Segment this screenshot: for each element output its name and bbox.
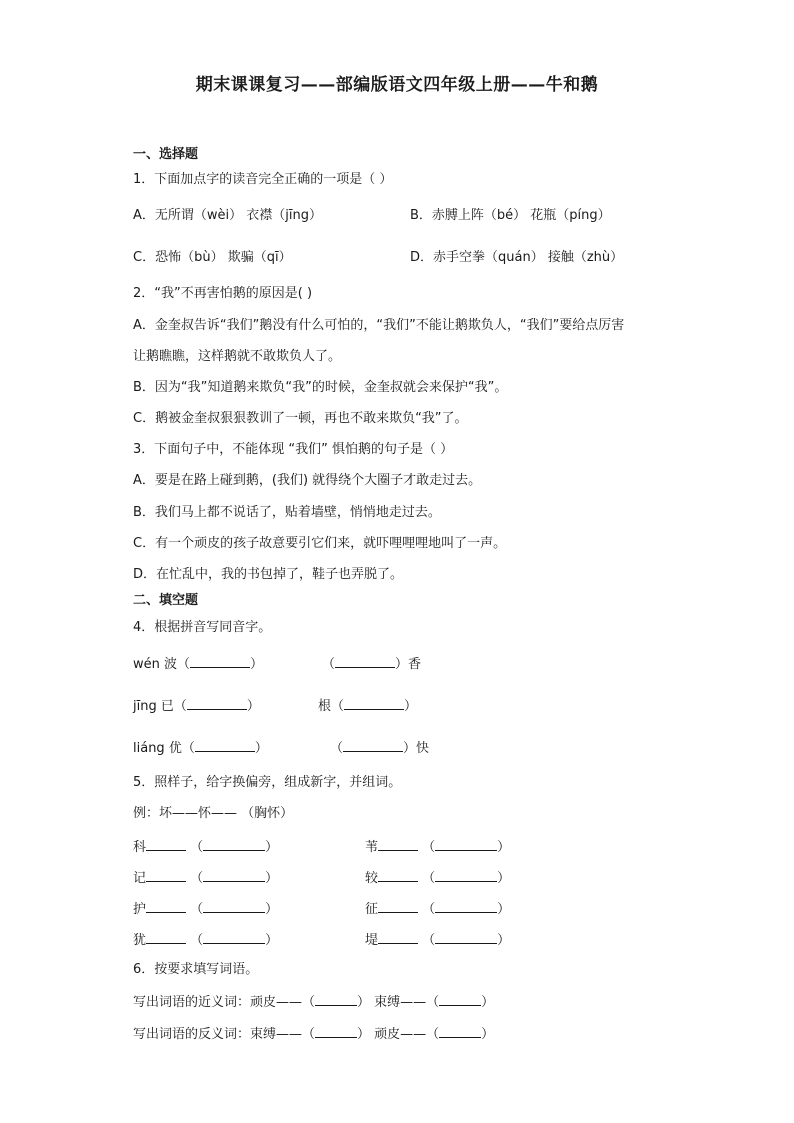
answer-blank[interactable] — [378, 838, 418, 851]
answer-blank[interactable] — [203, 931, 265, 944]
q5-row-right: 苇 （ ） — [365, 840, 511, 855]
answer-blank[interactable] — [315, 993, 357, 1006]
answer-blank[interactable] — [439, 993, 481, 1006]
q4-row3-left: liáng 优（ ） — [133, 741, 268, 756]
q3-option-d: D．在忙乱中，我的书包掉了，鞋子也弄脱了。 — [133, 567, 404, 582]
q5-example: 例：坏——怀—— （胸怀） — [133, 806, 294, 821]
q5-row-right: 较 （ ） — [365, 871, 511, 886]
answer-blank[interactable] — [343, 739, 403, 752]
answer-blank[interactable] — [203, 869, 265, 882]
q6-stem: 6．按要求填写词语。 — [133, 962, 259, 977]
answer-blank[interactable] — [435, 900, 497, 913]
q4-stem: 4．根据拼音写同音字。 — [133, 620, 272, 635]
answer-blank[interactable] — [435, 869, 497, 882]
answer-blank[interactable] — [344, 697, 404, 710]
answer-blank[interactable] — [435, 931, 497, 944]
q1-option-a: A．无所谓（wèi） 衣襟（jīng） — [133, 208, 322, 223]
q5-stem: 5．照样子，给字换偏旁，组成新字，并组词。 — [133, 775, 402, 790]
q3-stem: 3．下面句子中，不能体现 “我们” 惧怕鹅的句子是（ ） — [133, 442, 454, 457]
q2-option-a-line1: A．金奎叔告诉“我们”鹅没有什么可怕的，“我们”不能让鹅欺负人，“我们”要给点厉害 — [133, 318, 625, 333]
q4-row3-right: （ ）快 — [330, 741, 430, 756]
q3-option-b: B．我们马上都不说话了，贴着墙壁，悄悄地走过去。 — [133, 505, 441, 520]
q4-row2-left: jīng 已（ ） — [133, 699, 260, 714]
q1-option-c: C．恐怖（bù） 欺骗（qī） — [133, 250, 292, 265]
q1-option-b: B．赤膊上阵（bé） 花瓶（píng） — [410, 208, 611, 223]
q2-stem: 2．“我”不再害怕鹅的原因是( ) — [133, 286, 313, 301]
q3-option-a: A．要是在路上碰到鹅，(我们) 就得绕个大圈子才敢走过去。 — [133, 473, 482, 488]
answer-blank[interactable] — [315, 1025, 357, 1038]
q4-row1-left: wén 波（ ） — [133, 657, 264, 672]
q5-row-left: 护 （ ） — [133, 902, 279, 917]
answer-blank[interactable] — [195, 739, 255, 752]
section-heading-choice: 一、选择题 — [133, 147, 199, 162]
q1-stem: 1．下面加点字的读音完全正确的一项是（ ） — [133, 172, 393, 187]
answer-blank[interactable] — [378, 869, 418, 882]
q4-row1-right: （ ）香 — [322, 657, 422, 672]
q5-row-right: 堤 （ ） — [365, 933, 511, 948]
q5-row-right: 征 （ ） — [365, 902, 511, 917]
page-title: 期末课课复习——部编版语文四年级上册——牛和鹅 — [195, 75, 599, 95]
q1-option-d: D．赤手空拳（quán） 接触（zhù） — [410, 250, 624, 265]
section-heading-fill: 二、填空题 — [133, 593, 199, 608]
answer-blank[interactable] — [203, 838, 265, 851]
answer-blank[interactable] — [435, 838, 497, 851]
q2-option-c: C．鹅被金奎叔狠狠教训了一顿，再也不敢来欺负“我”了。 — [133, 411, 468, 426]
q3-option-c: C．有一个顽皮的孩子故意要引它们来，就吓哩哩哩地叫了一声。 — [133, 536, 507, 551]
answer-blank[interactable] — [190, 655, 250, 668]
q6-row-synonyms: 写出词语的近义词：顽皮——（ ） 束缚——（ ） — [133, 995, 495, 1010]
answer-blank[interactable] — [146, 838, 186, 851]
answer-blank[interactable] — [187, 697, 247, 710]
answer-blank[interactable] — [378, 931, 418, 944]
q6-row-antonyms: 写出词语的反义词：束缚——（ ） 顽皮——（ ） — [133, 1027, 495, 1042]
answer-blank[interactable] — [203, 900, 265, 913]
answer-blank[interactable] — [146, 931, 186, 944]
answer-blank[interactable] — [146, 869, 186, 882]
q5-row-left: 记 （ ） — [133, 871, 279, 886]
answer-blank[interactable] — [335, 655, 395, 668]
q5-row-left: 犹 （ ） — [133, 933, 279, 948]
q2-option-a-line2: 让鹅瞧瞧，这样鹅就不敢欺负人了。 — [133, 349, 342, 364]
answer-blank[interactable] — [146, 900, 186, 913]
answer-blank[interactable] — [439, 1025, 481, 1038]
answer-blank[interactable] — [378, 900, 418, 913]
q2-option-b: B．因为“我”知道鹅来欺负“我”的时候，金奎叔就会来保护“我”。 — [133, 380, 508, 395]
q4-row2-right: 根（ ） — [318, 699, 418, 714]
q5-row-left: 科 （ ） — [133, 840, 279, 855]
